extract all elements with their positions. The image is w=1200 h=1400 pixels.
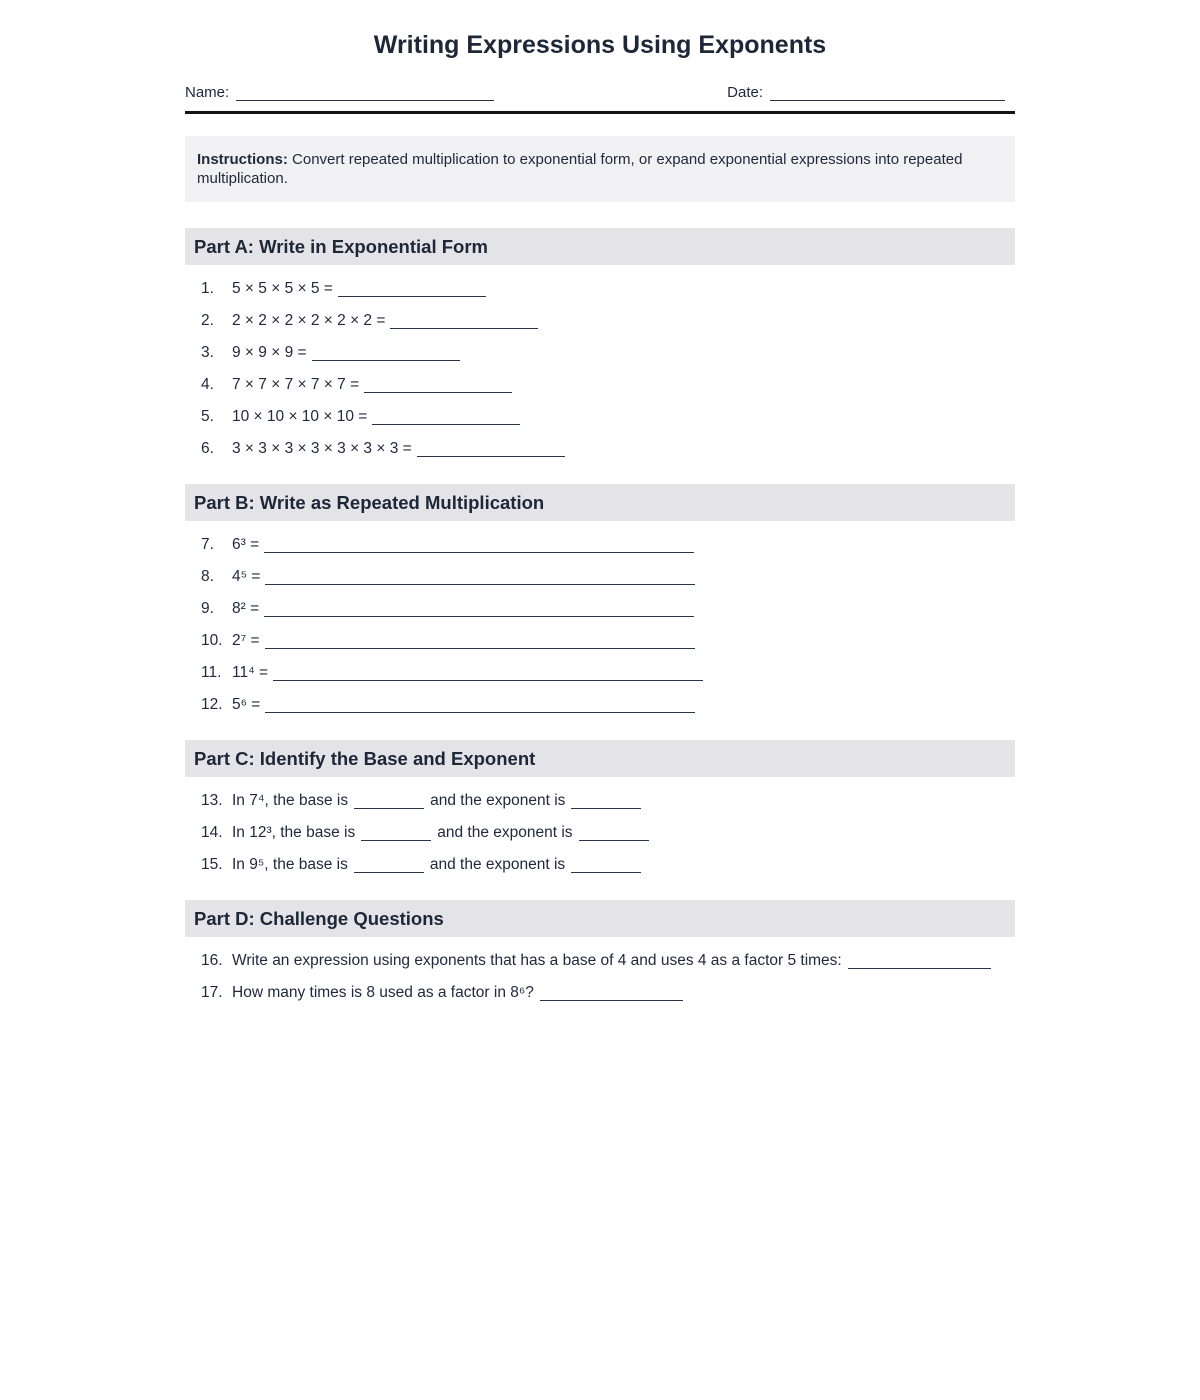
question-number: 6.	[201, 440, 214, 457]
question-item-3	[201, 343, 1015, 362]
question-number: 7.	[201, 536, 214, 553]
question-item-12	[201, 695, 1015, 714]
part-a-header: Part A: Write in Exponential Form	[185, 228, 1015, 265]
answer-blank-line	[848, 955, 991, 969]
part-c-list	[185, 777, 1015, 874]
worksheet-title: Writing Expressions Using Exponents	[373, 31, 827, 59]
question-item-2	[201, 311, 1015, 330]
answer-blank-line	[265, 699, 695, 713]
question-number: 13.	[201, 792, 223, 809]
question-item-5	[201, 407, 1015, 426]
question-text-mid: and the exponent is	[437, 824, 573, 841]
question-number: 5.	[201, 408, 214, 425]
question-item-16	[201, 951, 1015, 970]
question-number: 14.	[201, 824, 223, 841]
answer-blank-line	[265, 571, 695, 585]
question-number: 4.	[201, 376, 214, 393]
part-d-list	[185, 937, 1015, 1002]
question-item-9	[201, 599, 1015, 618]
question-item-13	[201, 791, 1015, 810]
question-text-mid: and the exponent is	[429, 856, 566, 873]
question-text-pre: In 7⁴, the base is	[232, 792, 349, 809]
question-text: 2⁷ =	[232, 632, 260, 649]
question-item-10	[201, 631, 1015, 650]
question-item-14	[201, 823, 1015, 842]
question-item-8	[201, 567, 1015, 586]
question-text: How many times is 8 used as a factor in 8⁶?	[232, 984, 534, 1001]
question-text: 2 × 2 × 2 × 2 × 2 × 2 =	[232, 312, 386, 329]
question-item-11	[201, 663, 1015, 682]
worksheet-container	[185, 0, 1015, 1002]
name-blank-line	[236, 87, 494, 101]
question-text: 10 × 10 × 10 × 10 =	[232, 408, 368, 425]
date-blank-line	[770, 87, 1005, 101]
question-text: 6³ =	[232, 536, 260, 553]
question-number: 17.	[201, 984, 223, 1001]
part-a-list	[185, 265, 1015, 458]
question-text: 7 × 7 × 7 × 7 × 7 =	[232, 376, 360, 393]
question-text: 4⁵ =	[232, 568, 261, 585]
exponent-blank-line	[571, 795, 641, 809]
question-text: 11⁴ =	[232, 664, 269, 681]
base-blank-line	[354, 859, 424, 873]
answer-blank-line	[264, 603, 694, 617]
answer-blank-line	[364, 379, 512, 393]
question-item-17	[201, 983, 1015, 1002]
question-item-7	[201, 535, 1015, 554]
question-text: 8² =	[232, 600, 260, 617]
question-text: 3 × 3 × 3 × 3 × 3 × 3 × 3 =	[232, 440, 412, 457]
part-c-header: Part C: Identify the Base and Exponent	[185, 740, 1015, 777]
base-blank-line	[354, 795, 424, 809]
name-field	[185, 84, 494, 101]
instructions-box	[185, 136, 1015, 202]
question-number: 9.	[201, 600, 214, 617]
part-b-list	[185, 521, 1015, 714]
exponent-blank-line	[571, 859, 641, 873]
question-number: 8.	[201, 568, 214, 585]
question-text: Write an expression using exponents that has a base of 4 and uses 4 as a factor 5 times:	[232, 952, 842, 969]
instructions-label: Instructions:	[197, 151, 288, 168]
answer-blank-line	[312, 347, 460, 361]
question-number: 10.	[201, 632, 223, 649]
question-text: 5 × 5 × 5 × 5 =	[232, 280, 333, 297]
name-date-row	[185, 84, 1015, 101]
question-number: 15.	[201, 856, 223, 873]
question-item-15	[201, 855, 1015, 874]
answer-blank-line	[417, 443, 565, 457]
question-item-4	[201, 375, 1015, 394]
part-b-header: Part B: Write as Repeated Multiplication	[185, 484, 1015, 521]
question-text: 5⁶ =	[232, 696, 261, 713]
question-number: 1.	[201, 280, 214, 297]
header-divider	[185, 111, 1015, 114]
question-text-pre: In 9⁵, the base is	[232, 856, 348, 873]
name-label: Name:	[185, 84, 230, 101]
answer-blank-line	[338, 283, 486, 297]
instructions-text: Convert repeated multiplication to exponential form, or expand exponential expressions into repeated multiplication.	[197, 151, 963, 187]
part-d-header: Part D: Challenge Questions	[185, 900, 1015, 937]
question-number: 11.	[201, 664, 222, 681]
question-text-pre: In 12³, the base is	[232, 824, 356, 841]
answer-blank-line	[273, 667, 703, 681]
question-item-6	[201, 439, 1015, 458]
base-blank-line	[361, 827, 431, 841]
question-number: 12.	[201, 696, 223, 713]
question-item-1	[201, 279, 1015, 298]
question-number: 3.	[201, 344, 214, 361]
answer-blank-line	[540, 987, 683, 1001]
answer-blank-line	[265, 635, 695, 649]
answer-blank-line	[390, 315, 538, 329]
answer-blank-line	[264, 539, 694, 553]
date-field	[727, 84, 1015, 101]
question-text-mid: and the exponent is	[430, 792, 566, 809]
exponent-blank-line	[579, 827, 649, 841]
question-number: 2.	[201, 312, 214, 329]
answer-blank-line	[372, 411, 520, 425]
question-text: 9 × 9 × 9 =	[232, 344, 307, 361]
date-label: Date:	[727, 84, 763, 101]
question-number: 16.	[201, 952, 223, 969]
